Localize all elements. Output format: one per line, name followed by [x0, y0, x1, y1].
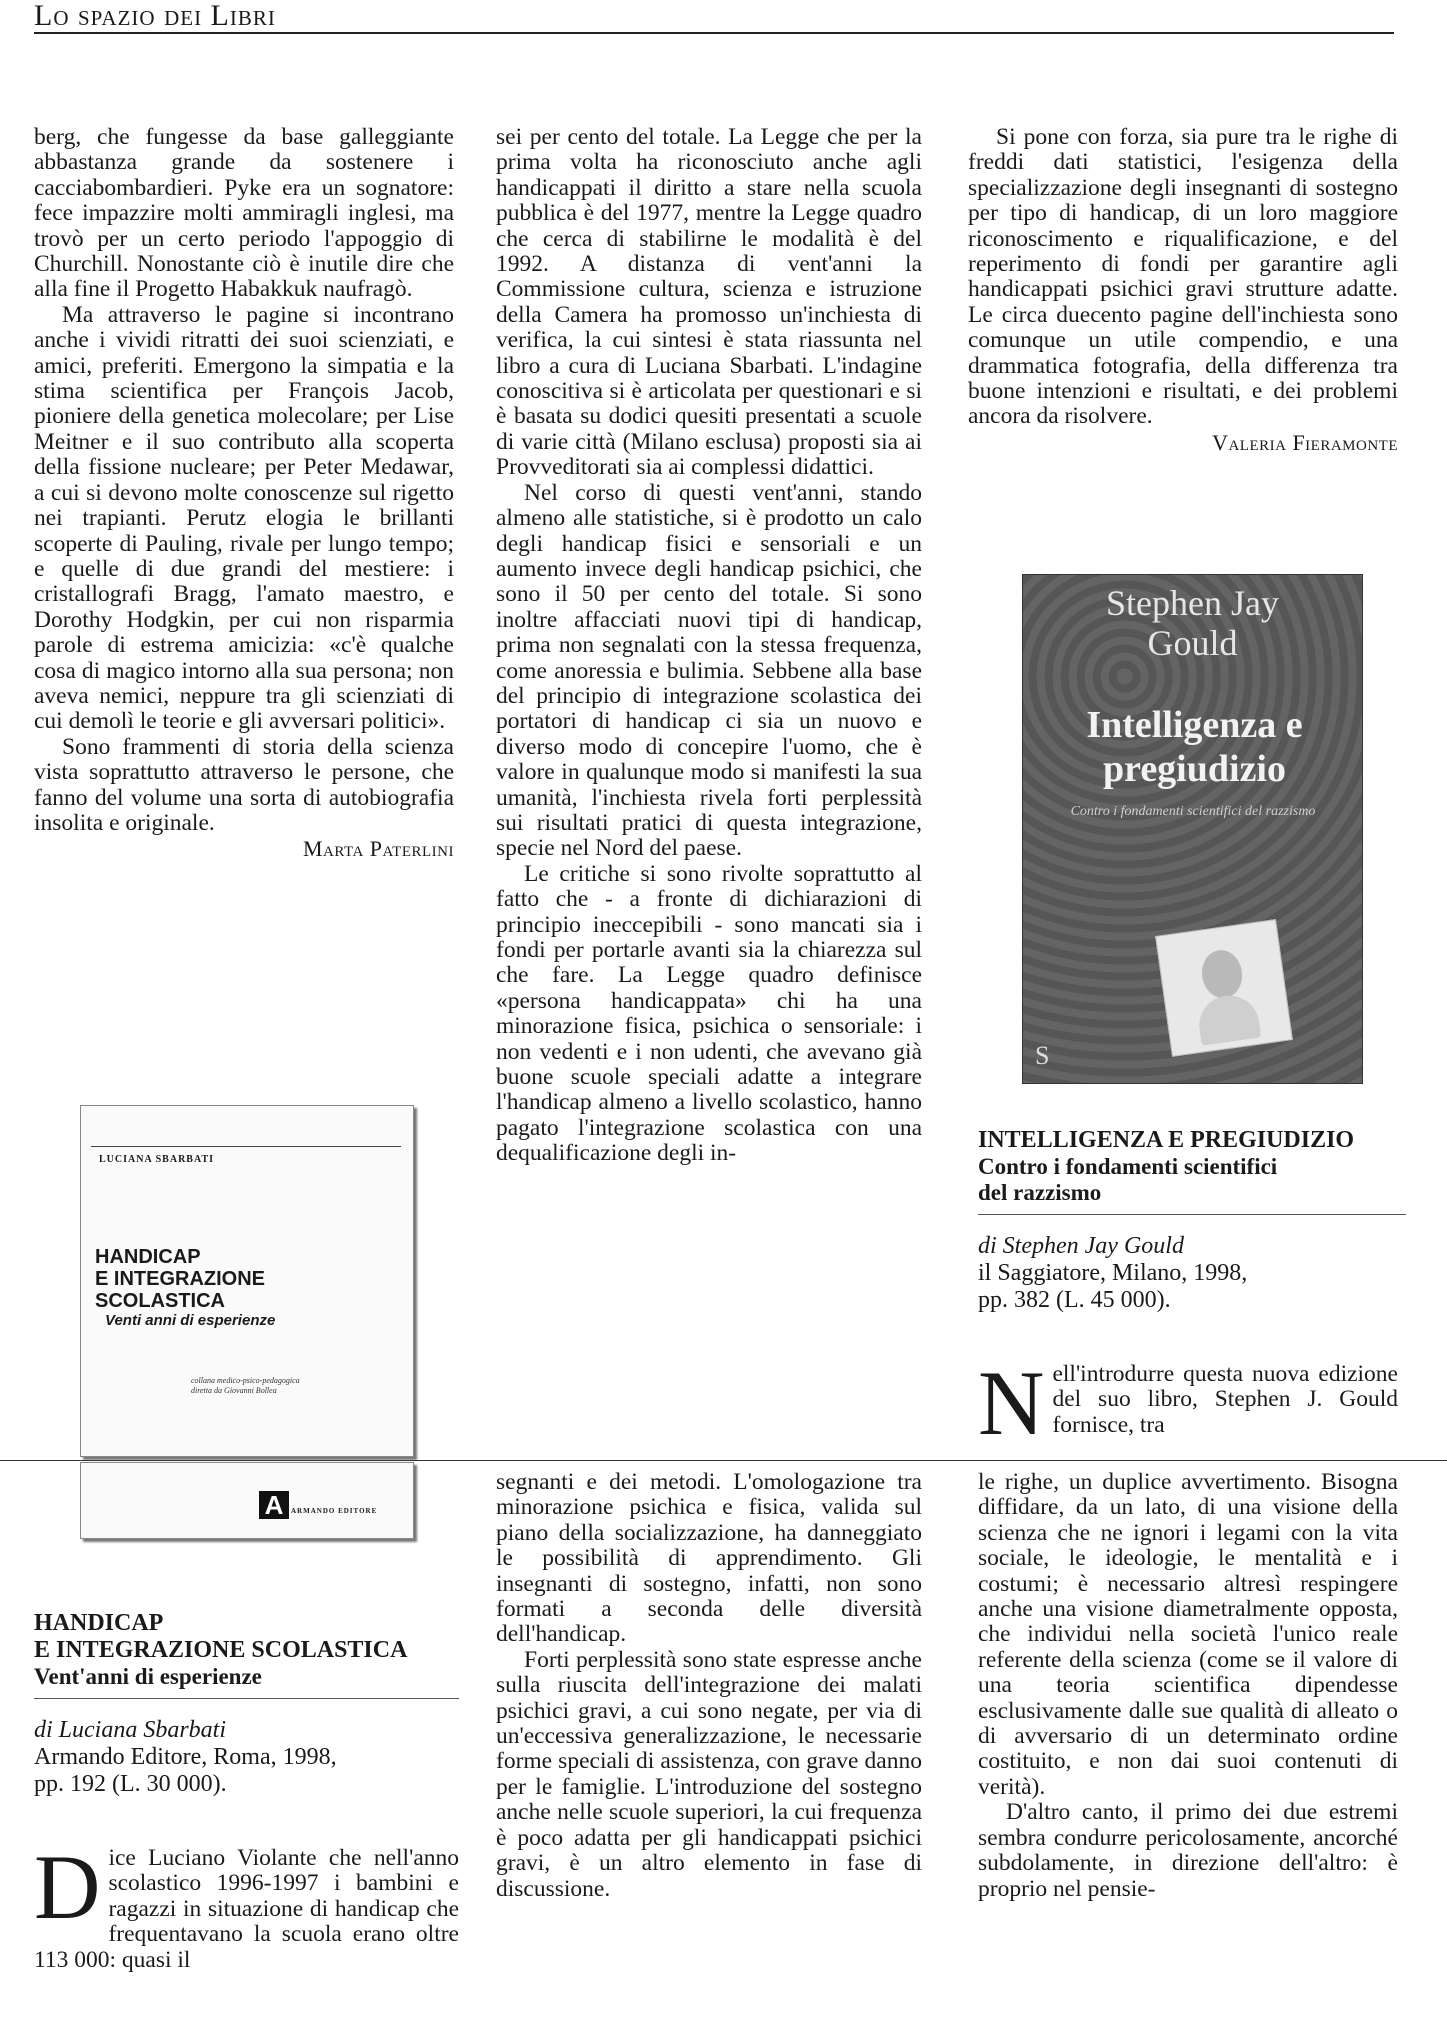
review-info-book2 — [978, 1127, 1406, 1314]
paragraph-text: ice Luciano Violante che nell'anno scolastico 1996-1997 i bambini e ragazzi in situazione di handicap che frequentavano la scuola erano oltre 113 000: quasi il — [34, 1845, 459, 1973]
paragraph: D'altro canto, il primo dei due estremi sembra condurre pericolosamente, ancorché subdolamente, in direzione dell'altro: è proprio nel pensie- — [978, 1799, 1398, 1902]
column-3-intro — [978, 1352, 1398, 1454]
book-author: di Stephen Jay Gould — [978, 1233, 1184, 1259]
book-title-line: E INTEGRAZIONE SCOLASTICA — [34, 1637, 408, 1663]
cover-title-line: E INTEGRAZIONE — [95, 1268, 266, 1290]
fold-line — [0, 1460, 1447, 1461]
author-signature: Marta Paterlini — [302, 836, 454, 862]
child-head-shape — [1199, 948, 1245, 1001]
paragraph: Ma attraverso le pagine si incontrano anche i vividi ritratti dei suoi scienziati, e amici, preferiti. Emergono la simpatia e la stima scientifica per François Jacob, pioniere della genetica molecolare; per Lise Meitner e il suo contributo alla scoperta della fissione nucleare; per Peter Medawar, a cui si devono molte conoscenze sul rigetto nei trapianti. Perutz elogia le brillanti scoperte di Pauling, rivale per lungo tempo; e quelle di due grandi del mestiere: i cristallografi Bragg, l'amato maestro, e Dorothy Hodgkin, per cui non risparmia parole di estrema amicizia: «c'è qualche cosa di magico intorno alla sua persona; non aveva nemici, neppure tra gli scienziati di cui demolì le teorie e gli avversari politici». — [34, 301, 454, 735]
paragraph: sei per cento del totale. La Legge che per la prima volta ha riconosciuto anche agli handicappati il diritto a stare nella scuola pubblica è del 1977, mentre la Legge quadro che cerca di stabilirne le modalità è del 1992. A distanza di vent'anni la Commissione cultura, scienza e istruzione della Camera ha promosso un'inchiesta di verifica, la cui sintesi è stata riassunta nel libro a cura di Luciana Sbarbati. L'indagine conoscitiva si è articolata per questionari e si è basata su dodici quesiti presentati a scuole di varie città (Milano esclusa) proposti sia ai Provveditorati sia ai complessi didattici. — [496, 124, 922, 481]
cover-publisher: ARMANDO EDITORE — [291, 1507, 378, 1515]
cover-author: Stephen Jay Gould — [1106, 583, 1279, 663]
book-title: INTELLIGENZA E PREGIUDIZIO — [978, 1127, 1355, 1153]
book-cover-handicap-bottom — [80, 1462, 414, 1539]
cover-title-line: HANDICAP — [95, 1246, 201, 1268]
section-header — [34, 0, 1394, 34]
cover-subtitle: Venti anni di esperienze — [105, 1312, 276, 1329]
review-info-book1 — [34, 1610, 459, 1798]
cover-title-line: SCOLASTICA — [95, 1290, 225, 1312]
paragraph-text: ell'introdurre questa nuova edizione del suo libro, Stephen J. Gould fornisce, tra — [1052, 1361, 1398, 1438]
child-body-shape — [1195, 992, 1261, 1046]
divider — [978, 1214, 1406, 1215]
book-cover-intelligenza — [1022, 574, 1363, 1084]
publisher-logo: A — [259, 1491, 289, 1519]
paragraph: Le critiche si sono rivolte soprattutto al fatto che - a fronte di dichiarazioni di principio ineccepibili - sono mancati sia i fondi per portarle avanti sia la chiarezza sul che fare. La Legge quadro definisce «persona handicappata» chi ha una minorazione fisica, psichica o sensoriale: i non vedenti e i non udenti, che avevano già buone scuole speciali adatte a integrare l'handicap almeno a livello scolastico, hanno pagato l'integrazione scolastica con una dequalificazione degli in- — [496, 860, 922, 1167]
cover-child-photo — [1155, 919, 1293, 1057]
column-3-bottom-text — [978, 1470, 1398, 1902]
column-3-text — [968, 125, 1398, 456]
drop-cap: N — [978, 1352, 1045, 1454]
book-cover-handicap — [80, 1105, 414, 1457]
paragraph — [978, 1352, 1398, 1454]
divider — [34, 1698, 459, 1699]
publisher-mark: S — [1035, 1041, 1050, 1070]
column-2-text — [496, 125, 922, 1167]
book-pages: pp. 382 (L. 45 000). — [978, 1287, 1171, 1313]
cover-author: LUCIANA SBARBATI — [99, 1154, 215, 1165]
cover-collection: collana medico-psico-pedagogica diretta da Giovanni Bollea — [191, 1376, 300, 1395]
book-title-line: HANDICAP — [34, 1610, 164, 1636]
cover-title: Intelligenza e pregiudizio — [1086, 704, 1303, 790]
column-1-text — [34, 125, 454, 862]
paragraph: Sono frammenti di storia della scienza vista soprattutto attraverso le persone, che fanno del volume una sorta di autobiografia insolita e originale. — [34, 733, 454, 836]
paragraph: berg, che fungesse da base galleggiante abbastanza grande da sostenere i cacciabombardieri. Pyke era un sognatore: fece impazzire molti ammiragli inglesi, ma trovò per un certo periodo l'appoggio di Churchill. Nonostante ciò è inutile dire che alla fine il Progetto Habakkuk naufragò. — [34, 124, 454, 303]
cover-title — [95, 1246, 395, 1312]
paragraph: le righe, un duplice avvertimento. Bisogna diffidare, da un lato, di una visione della scienza che ne ignori i legami con la vita sociale, le ideologie, le mentalità e i costumi; è necessario altresì respingere anche una visione diametralmente opposta, che individui nella società l'unico reale referente della scienza (come se il valore di una teoria scientifica dipendesse esclusivamente dalle sue qualità di alleato o di avversario di un determinato ordine costituito, e non dai suoi contenuti di verità). — [978, 1469, 1398, 1800]
paragraph: Nel corso di questi vent'anni, stando almeno alle statistiche, si è prodotto un calo degli handicap fisici e sensoriali e un aumento invece degli handicap psichici, che sono il 50 per cento del totale. Si sono inoltre affacciati nuovi tipi di handicap, prima non segnalati con la stessa frequenza, come anoressia e bulimia. Sebbene alla base del principio di integrazione scolastica dei portatori di handicap ci sia un nuovo e diverso modo di concepire l'uomo, che è valore in qualunque modo si manifesti la sua umanità, l'inchiesta rivela forti perplessità sui risultati pratici di questa integrazione, specie nel Nord del paese. — [496, 479, 922, 862]
column-2-bottom-text — [496, 1470, 922, 1902]
book-pages: pp. 192 (L. 30 000). — [34, 1771, 227, 1797]
paragraph: Si pone con forza, sia pure tra le righe di freddi dati statistici, l'esigenza della specializzazione degli insegnanti di sostegno per tipo di handicap, di un loro maggiore riconoscimento e riqualificazione, e del reperimento di fondi per garantire agli handicappati psichici gravi strutture adatte. Le circa duecento pagine dell'inchiesta sono comunque un utile compendio, e una drammatica fotografia, della differenza tra buone intenzioni e risultati, e dei problemi ancora da risolvere. — [968, 124, 1398, 430]
book-subtitle-line: del razzismo — [978, 1180, 1102, 1205]
book-publisher: il Saggiatore, Milano, 1998, — [978, 1260, 1248, 1286]
cover-rule — [91, 1146, 401, 1147]
book-subtitle-line: Contro i fondamenti scientifici — [978, 1154, 1278, 1179]
column-1-bottom-text — [34, 1836, 459, 1973]
paragraph: Forti perplessità sono state espresse anche sulla riuscita dell'integrazione dei malati psichici gravi, a cui sono negate, per via di un'eccessiva generalizzazione, le necessarie forme speciali di assistenza, con grave danno per le famiglie. L'introduzione del sostegno anche nelle scuole superiori, la cui frequenza è poco adatta per gli handicappati psichici gravi, è un altro elemento in fase di discussione. — [496, 1646, 922, 1902]
book-author: di Luciana Sbarbati — [34, 1717, 227, 1743]
book-publisher: Armando Editore, Roma, 1998, — [34, 1744, 337, 1770]
paragraph — [34, 1836, 459, 1973]
drop-cap: D — [34, 1836, 101, 1938]
paragraph: segnanti e dei metodi. L'omologazione tra minorazione psichica e fisica, valida sul piano della socializzazione, ha danneggiato le possibilità di apprendimento. Gli insegnanti di sostegno, infatti, non sono formati a seconda delle diversità dell'handicap. — [496, 1469, 922, 1648]
author-signature: Valeria Fieramonte — [1212, 429, 1398, 455]
cover-subtitle: Contro i fondamenti scientifici del razzismo — [1070, 804, 1316, 819]
book-subtitle: Vent'anni di esperienze — [34, 1664, 262, 1689]
section-title: Lo spazio dei Libri — [34, 0, 276, 32]
